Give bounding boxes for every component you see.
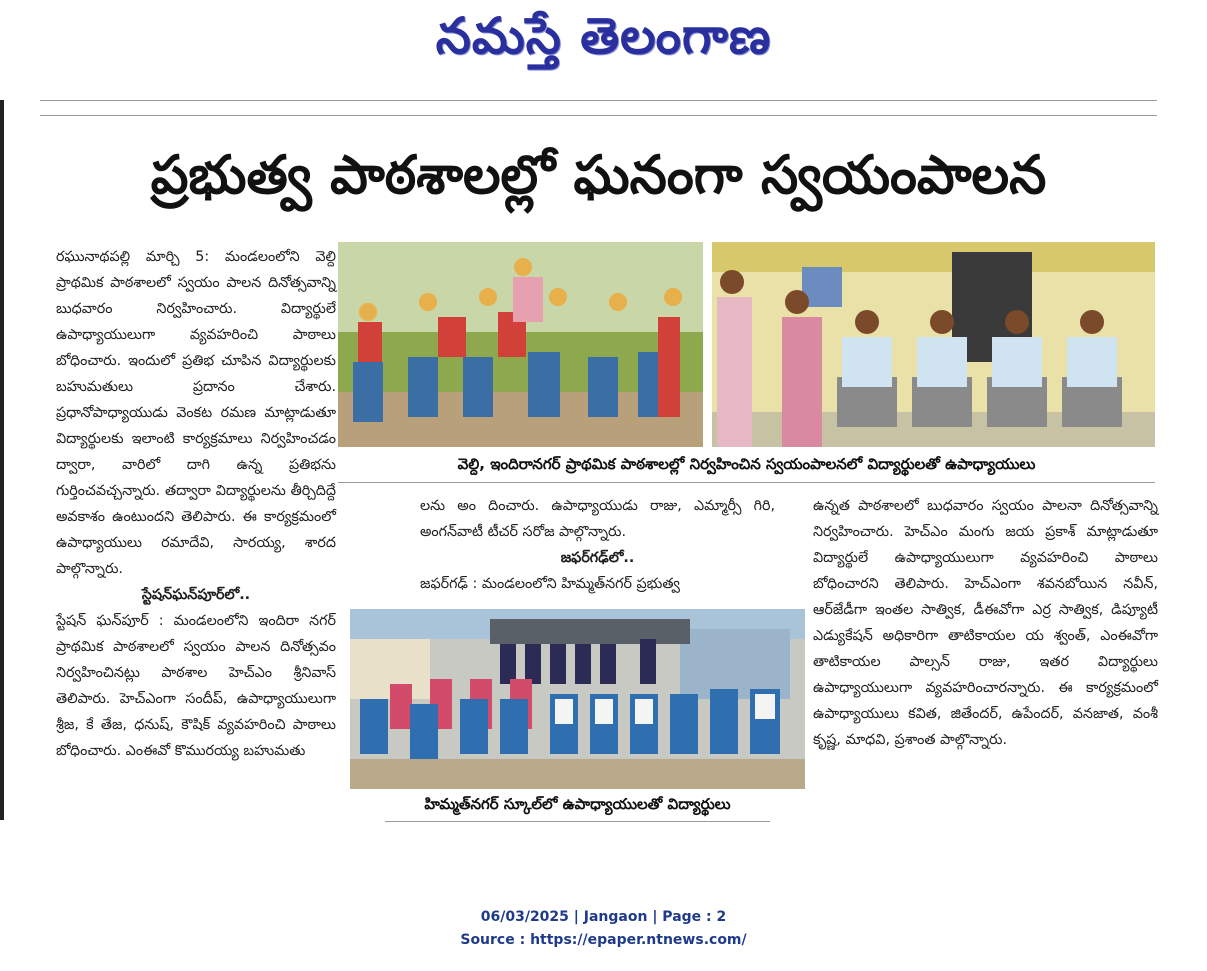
photo-caption-bottom: హిమ్మత్‌నగర్ స్కూల్‌లో ఉపాధ్యాయులతో విద్యార్థులు [424, 795, 731, 813]
paragraph: స్టేషన్ ఘన్‌పూర్ : మండలంలోని ఇందిరా నగర్ ప్రాథమిక పాఠశాలలో స్వయం పాలన దినోత్సవం నిర్వహించినట్లు పాఠశాల హెచ్‌ఎం శ్రీనివాస్ తెలిపారు. హెచ్‌ఎంగా సందీప్, ఉపాధ్యాయులుగా శ్రీజ, కే తేజ, ధనుష్, కౌషిక్ వ్యవహరించి పాఠాలు బోధించారు. ఎంఈవో కొమురయ్య బహుమతు [56, 613, 336, 759]
subhead: జఫర్‌గఢ్‌లో.. [560, 550, 635, 566]
caption-rule [385, 821, 770, 822]
headline: ప్రభుత్వ పాఠశాలల్లో ఘనంగా స్వయంపాలన [150, 145, 1047, 206]
photo-school-students-right [712, 242, 1155, 447]
photo-himmatnagar-school [350, 609, 805, 789]
paragraph: లను అం దించారు. ఉపాధ్యాయుడు రాజు, ఎమ్మార్సీ గిరి, అంగన్‌వాటీ టీచర్ సరోజ పాల్గొన్నారు. [420, 498, 775, 540]
article-column-2 [420, 493, 775, 597]
paragraph: రఘునాథపల్లి మార్చి 5: మండలంలోని వెల్ది ప్రాథమిక పాఠశాలలో స్వయం పాలన దినోత్సవాన్ని బుధవారం నిర్వహించారు. విద్యార్థులే ఉపాధ్యాయులుగా వ్యవహరించి పాఠాలు బోధించారు. ఇందులో ప్రతిభ చూపిన విద్యార్థులకు బహుమతులు ప్రదానం చేశారు. ప్రధానోపాధ్యాయుడు వెంకట రమణ మాట్లాడుతూ విద్యార్థులకు ఇలాంటి కార్యక్రమాలు నిర్వహించడం ద్వారా, వారిలో దాగి ఉన్న ప్రతిభను గుర్తించవచ్చన్నారు. తద్వారా విద్యార్థులను తీర్చిదిద్దే అవకాశం ఉంటుందని తెలిపారు. ఈ కార్యక్రమంలో ఉపాధ్యాయులు రమాదేవి, సారయ్య, శారద పాల్గొన్నారు. [56, 249, 336, 577]
article-column-3 [813, 493, 1158, 753]
paragraph: ఉన్నత పాఠశాలలో బుధవారం స్వయం పాలనా దినోత్సవాన్ని నిర్వహించారు. హెచ్‌ఎం మంగు జయ ప్రకాశ్ మాట్లాడుతూ విద్యార్థులే ఉపాధ్యాయులుగా వ్యవహరించి పాఠాలు బోధించారని తెలిపారు. హెచ్‌ఎంగా శవనబోయిన నవీన్, ఆర్‌జేడీగా ఇంతల సాత్విక, డీఈవోగా ఎర్ర సాత్విక, డిప్యూటీ ఎడ్యుకేషన్ అధికారిగా తాటికాయల య శ్వంత్, ఎంఈవోగా తాటికాయల పాల్సన్ రాజు, ఇతర విద్యార్థులు ఉపాధ్యాయులుగా వ్యవహరించారన్నారు. ఈ కార్యక్రమంలో ఉపాధ్యాయులు కవిత, జితేందర్, ఉపేందర్, వనజాత, వంశీ కృష్ణ, మాధవి, ప్రశాంత పాల్గొన్నారు. [813, 498, 1158, 748]
masthead-logo: నమస్తే తెలంగాణ [435, 6, 772, 65]
headline-rule [40, 115, 1157, 116]
photo-caption-top: వెల్ది, ఇందిరానగర్ ప్రాథమిక పాఠశాలల్లో నిర్వహించిన స్వయంపాలనలో విద్యార్థులతో ఉపాధ్యాయులు [457, 455, 1036, 473]
footer-source: Source : https://epaper.ntnews.com/ [460, 932, 747, 948]
article-column-1 [56, 244, 336, 824]
footer-date-edition: 06/03/2025 | Jangaon | Page : 2 [480, 909, 727, 925]
paragraph: జఫర్‌గఢ్ : మండలంలోని హిమ్మత్‌నగర్ ప్రభుత్వ [420, 576, 680, 592]
caption-rule [338, 482, 1155, 483]
photo-school-students-left [338, 242, 703, 447]
top-rule [40, 100, 1157, 101]
subhead: స్టేషన్‌ఘన్‌పూర్‌లో.. [141, 587, 251, 603]
page-edge [0, 100, 4, 820]
